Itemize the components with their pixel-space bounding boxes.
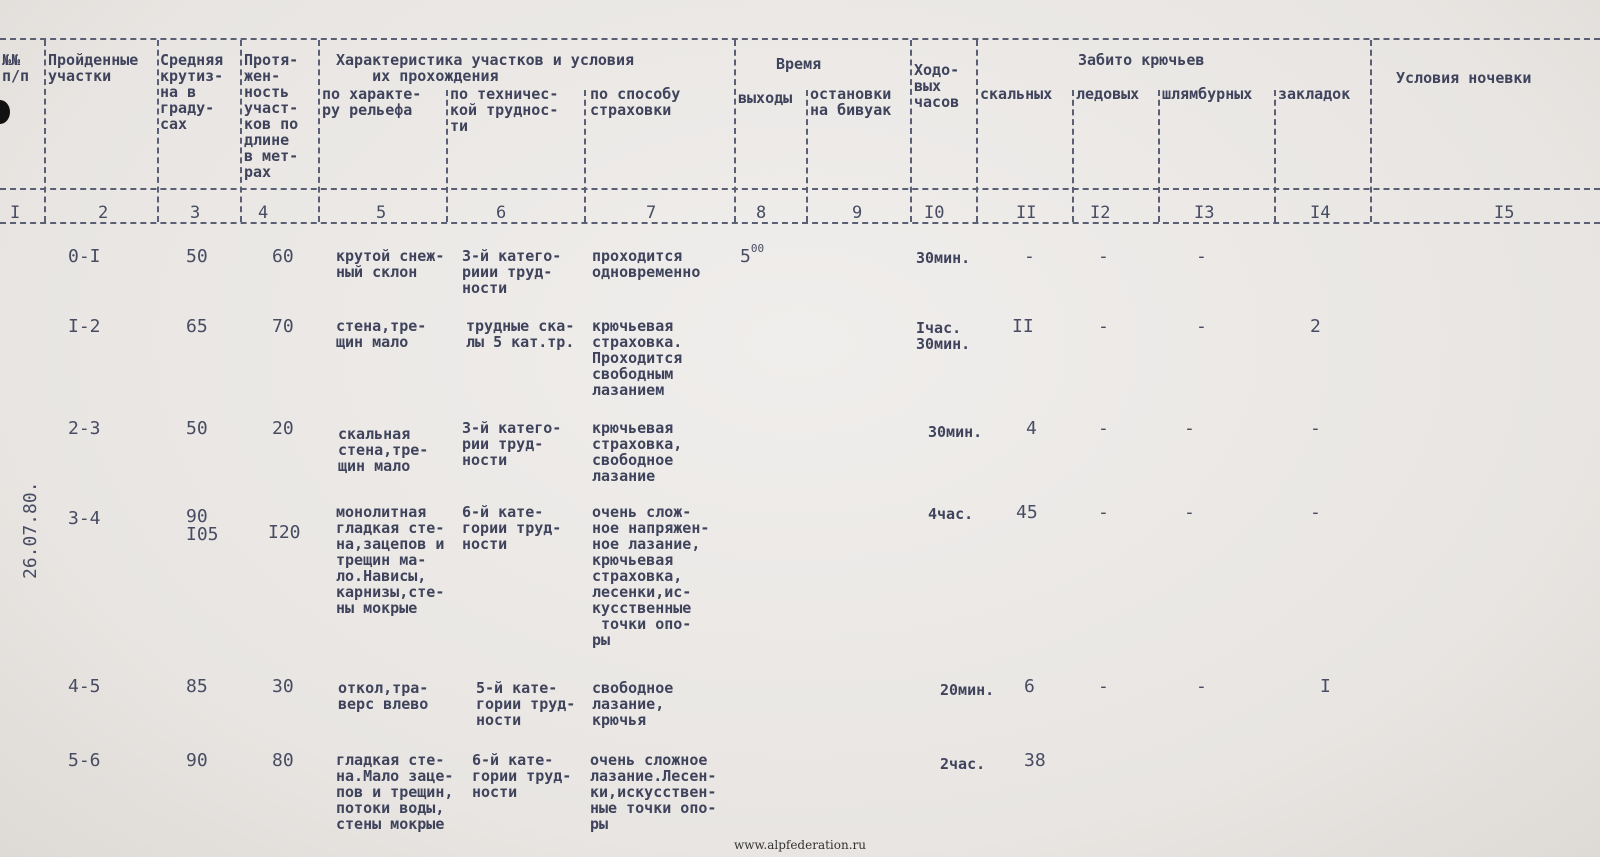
row-chocks: - xyxy=(1310,418,1321,439)
row-chocks: 2 xyxy=(1310,316,1321,337)
col-number: 6 xyxy=(496,203,507,223)
row-slope: 85 xyxy=(186,676,208,697)
row-relief: монолитная гладкая сте- на,зацепов и трещин ма- ло.Нависы, карнизы,сте- ны мокрые xyxy=(336,503,445,617)
row-hours: 20мин. xyxy=(940,681,995,699)
row-length: 30 xyxy=(272,676,294,697)
row-slope: 50 xyxy=(186,246,208,267)
header-col13: шлямбурных xyxy=(1162,85,1253,103)
row-length: 70 xyxy=(272,316,294,337)
row-rock-pitons: 6 xyxy=(1024,676,1035,697)
col-sep xyxy=(318,40,320,222)
col-number: I5 xyxy=(1494,203,1515,223)
row-rock-pitons: II xyxy=(1012,316,1034,337)
col-sep xyxy=(734,40,736,222)
row-relief: гладкая сте- на.Мало заце- пов и трещин, потоки воды, стены мокрые xyxy=(336,751,454,833)
header-col15: Условия ночевки xyxy=(1396,69,1532,87)
row-length: I20 xyxy=(268,522,301,543)
row-rock-pitons: 4 xyxy=(1026,418,1037,439)
row-bolts: - xyxy=(1196,316,1207,337)
col-sep xyxy=(806,90,808,222)
col-number: I2 xyxy=(1090,203,1111,223)
date-label: 26.07.80. xyxy=(20,481,41,579)
col-number: II xyxy=(1016,203,1037,223)
col-sep xyxy=(446,90,448,222)
colnum-bottom-rule xyxy=(0,222,1600,224)
row-hours: Iчас. 30мин. xyxy=(916,319,971,353)
col-sep xyxy=(1370,40,1372,222)
col-number: I0 xyxy=(924,203,945,223)
header-col9: остановки на бивуак xyxy=(810,85,892,119)
row-hours: 4час. xyxy=(928,505,974,523)
header-col6: по техничес- кой труднос- ти xyxy=(450,85,559,135)
row-hours: 30мин. xyxy=(916,249,971,267)
row-hours: 2час. xyxy=(940,755,986,773)
row-relief: стена,тре- щин мало xyxy=(336,317,427,351)
header-col10: Ходо- вых часов xyxy=(914,61,960,111)
row-belay: крючьевая страховка, свободное лазание xyxy=(592,419,683,485)
row-tech: 6-й кате- гории труд- ности xyxy=(462,503,562,553)
col-sep xyxy=(584,90,586,222)
row-chocks: I xyxy=(1320,676,1331,697)
footer-url: www.alpfederation.ru xyxy=(734,838,866,852)
row-rock-pitons: 38 xyxy=(1024,750,1046,771)
row-slope: 90 xyxy=(186,750,208,771)
row-segment: 3-4 xyxy=(68,508,101,529)
col-sep xyxy=(1274,90,1276,222)
row-relief: крутой снеж- ный склон xyxy=(336,247,445,281)
row-length: 20 xyxy=(272,418,294,439)
col-number: 8 xyxy=(756,203,767,223)
row-segment: 2-3 xyxy=(68,418,101,439)
row-belay: проходится одновременно xyxy=(592,247,701,281)
header-group-time: Время xyxy=(776,55,822,73)
header-col3: Средняя крутиз- на в граду- сах xyxy=(160,51,224,133)
row-tech: 3-й катего- риии труд- ности xyxy=(462,247,562,297)
row-length: 60 xyxy=(272,246,294,267)
col-number: I xyxy=(10,203,21,223)
row-slope: 65 xyxy=(186,316,208,337)
header-group-hooks: Забито крючьев xyxy=(1078,51,1205,69)
col-sep xyxy=(157,40,159,222)
row-bolts: - xyxy=(1184,502,1195,523)
row-ice-pitons: - xyxy=(1098,316,1109,337)
header-col12: ледовых xyxy=(1076,85,1140,103)
header-col2: Пройденные участки xyxy=(48,51,139,85)
row-ice-pitons: - xyxy=(1098,246,1109,267)
row-relief: откол,тра- верс влево xyxy=(338,679,429,713)
row-ice-pitons: - xyxy=(1098,418,1109,439)
col-number: 2 xyxy=(98,203,109,223)
row-bolts: - xyxy=(1196,676,1207,697)
col-number: 7 xyxy=(646,203,657,223)
row-segment: I-2 xyxy=(68,316,101,337)
col-sep xyxy=(240,40,242,222)
row-tech: 3-й катего- рии труд- ности xyxy=(462,419,562,469)
col-sep xyxy=(44,40,46,222)
row-belay: крючьевая страховка. Проходится свободным лазанием xyxy=(592,317,683,399)
row-slope: 50 xyxy=(186,418,208,439)
row-hours: 30мин. xyxy=(928,423,983,441)
header-col7: по способу страховки xyxy=(590,85,681,119)
row-tech: трудные ска- лы 5 кат.тр. xyxy=(466,317,575,351)
header-col1: №№ п/п xyxy=(2,51,30,85)
header-col11: скальных xyxy=(980,85,1053,103)
col-sep xyxy=(976,40,978,222)
col-sep xyxy=(1072,90,1074,222)
row-tech: 5-й кате- гории труд- ности xyxy=(476,679,576,729)
col-number: 9 xyxy=(852,203,863,223)
row-bolts: - xyxy=(1196,246,1207,267)
row-belay: очень сложное лазание.Лесен- ки,искусствен- ные точки опо- ры xyxy=(590,751,717,833)
row-ice-pitons: - xyxy=(1098,502,1109,523)
row-tech: 6-й кате- гории труд- ности xyxy=(472,751,572,801)
header-col4: Протя- жен- ность участ- ков по длине в мет- рах xyxy=(244,51,299,181)
row-rock-pitons: 45 xyxy=(1016,502,1038,523)
col-number: I3 xyxy=(1194,203,1215,223)
row-segment: 5-6 xyxy=(68,750,101,771)
col-number: I4 xyxy=(1310,203,1331,223)
row-ice-pitons: - xyxy=(1098,676,1109,697)
row-bolts: - xyxy=(1184,418,1195,439)
row-belay: очень слож- ное напряжен- ное лазание, крючьевая страховка, лесенки,ис- кусственные точки опо- ры xyxy=(592,503,710,649)
col-number: 3 xyxy=(190,203,201,223)
col-number: 5 xyxy=(376,203,387,223)
header-col8: выходы xyxy=(738,89,793,107)
col-sep xyxy=(910,40,912,222)
row-length: 80 xyxy=(272,750,294,771)
row-exit: $5^{00}$ xyxy=(740,242,765,267)
row-segment: 4-5 xyxy=(68,676,101,697)
col-sep xyxy=(1158,90,1160,222)
row-relief: скальная стена,тре- щин мало xyxy=(338,425,429,475)
punch-hole xyxy=(0,100,10,124)
row-segment: 0-I xyxy=(68,246,101,267)
header-group-characteristics: Характеристика участков и условия их прохождения xyxy=(336,51,635,85)
row-slope: 90 I05 xyxy=(186,506,219,545)
header-col14: закладок xyxy=(1278,85,1351,103)
col-number: 4 xyxy=(258,203,269,223)
row-belay: свободное лазание, крючья xyxy=(592,679,674,729)
row-chocks: - xyxy=(1310,502,1321,523)
row-rock-pitons: - xyxy=(1024,246,1035,267)
header-col5: по характе- ру рельефа xyxy=(322,85,422,119)
